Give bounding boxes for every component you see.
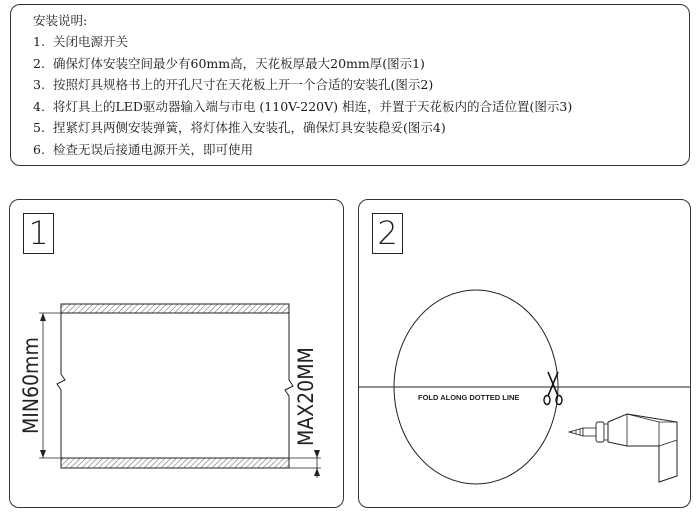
step-number: 5. bbox=[33, 120, 45, 136]
step-text: 检查无误后接通电源开关，即可使用 bbox=[53, 141, 254, 157]
figure-2-number: 2 bbox=[372, 213, 403, 254]
instruction-step bbox=[33, 117, 689, 139]
ceiling-top-slab bbox=[61, 304, 289, 313]
left-wall-line bbox=[57, 313, 65, 458]
step-text: 将灯具上的LED驱动器输入端与市电 (110V-220V) 相连，并置于天花板内的合适位置(图示3) bbox=[53, 98, 573, 114]
figure-2-drawing bbox=[359, 200, 691, 508]
step-number: 4. bbox=[33, 98, 45, 114]
max-arrow-top bbox=[314, 450, 320, 458]
scissors-icon bbox=[544, 372, 562, 405]
min-arrow-bottom bbox=[40, 450, 46, 458]
step-number: 2. bbox=[33, 55, 45, 71]
fold-label: FOLD ALONG DOTTED LINE bbox=[418, 393, 520, 402]
figure-2-panel bbox=[358, 199, 691, 508]
step-text: 确保灯体安装空间最少有60mm高，天花板厚最大20mm厚(图示1) bbox=[53, 55, 425, 71]
step-number: 1. bbox=[33, 34, 45, 49]
step-number: 6. bbox=[33, 141, 45, 157]
instructions-box bbox=[10, 4, 690, 166]
figure-1-number: 1 bbox=[23, 213, 54, 254]
right-wall-line bbox=[285, 313, 293, 458]
max-arrow-bottom bbox=[314, 468, 320, 476]
screwdriver-icon bbox=[569, 414, 677, 482]
figure-1-panel bbox=[9, 199, 344, 508]
instructions-title: 安装说明: bbox=[33, 13, 88, 28]
instruction-step bbox=[33, 74, 689, 96]
instruction-step bbox=[33, 53, 689, 75]
step-text: 捏紧灯具两侧安装弹簧，将灯体推入安装孔，确保灯具安装稳妥(图示4) bbox=[53, 120, 446, 136]
instructions-list bbox=[33, 31, 689, 161]
instruction-step bbox=[33, 139, 689, 161]
instruction-step bbox=[33, 31, 689, 53]
step-text: 按照灯具规格书上的开孔尺寸在天花板上开一个合适的安装孔(图示2) bbox=[53, 77, 434, 93]
min-height-label: MIN60mm bbox=[19, 337, 43, 434]
max-thickness-label: MAX20MM bbox=[294, 347, 318, 446]
step-number: 3. bbox=[33, 77, 45, 93]
step-text: 关闭电源开关 bbox=[53, 34, 129, 49]
ceiling-bottom-slab bbox=[61, 458, 289, 468]
instruction-step bbox=[33, 96, 689, 118]
min-arrow-top bbox=[40, 313, 46, 321]
figure-1-drawing bbox=[10, 200, 344, 508]
